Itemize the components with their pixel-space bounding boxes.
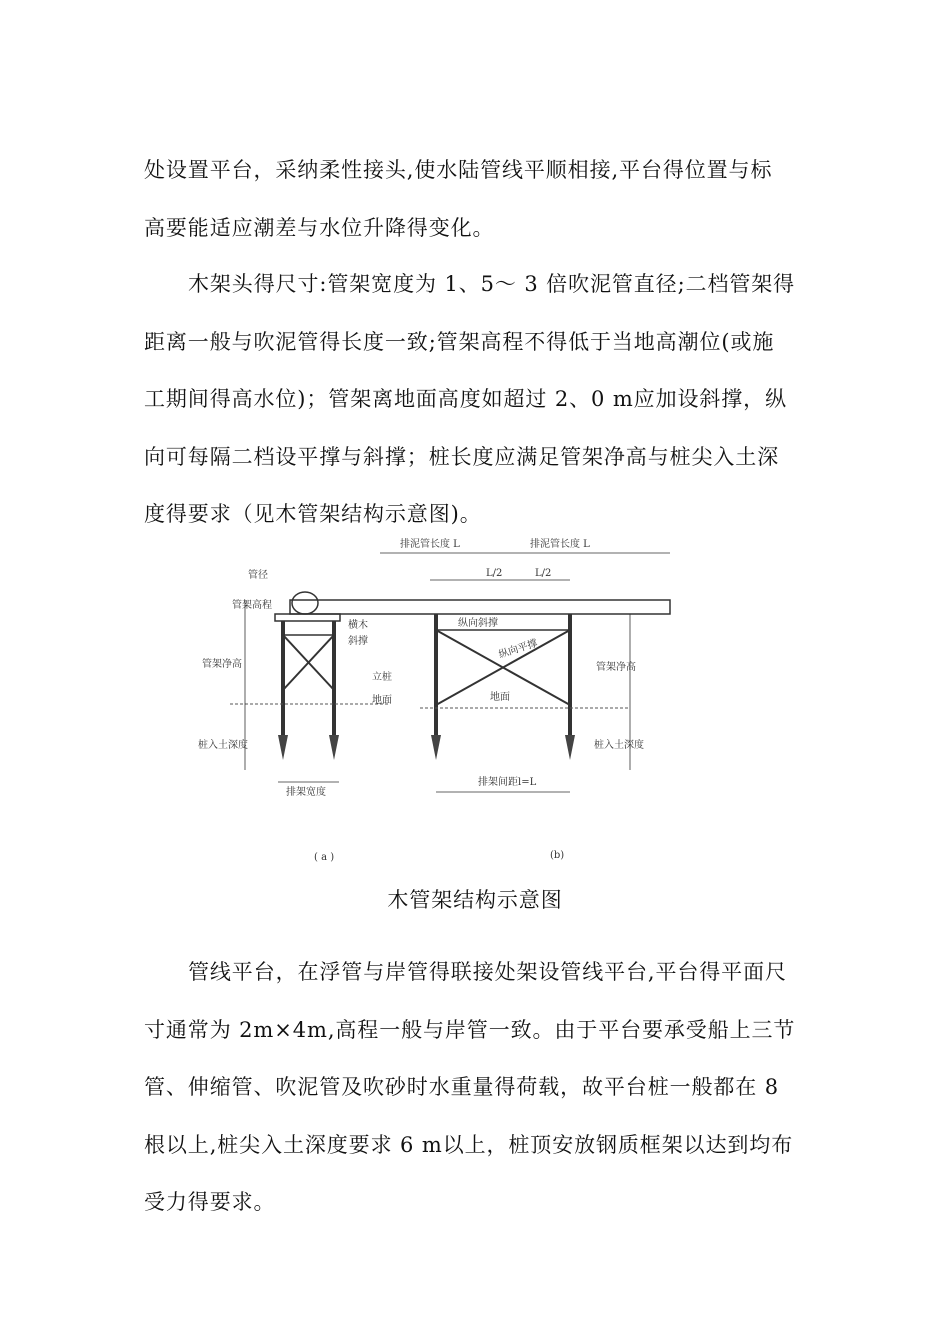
label-pipe-elevation: 管架高程 bbox=[232, 600, 272, 611]
label-diagonal-brace: 斜撑 bbox=[348, 636, 368, 647]
pipe-frame-diagram bbox=[190, 520, 690, 870]
label-ground-right: 地面 bbox=[490, 692, 510, 703]
label-net-height-right: 管架净高 bbox=[596, 662, 636, 673]
paragraph-platform-intro bbox=[144, 142, 804, 257]
label-vertical-pile: 立桩 bbox=[372, 672, 392, 683]
text-line: 度得要求（见木管架结构示意图)。 bbox=[144, 502, 482, 526]
label-crossbeam: 横木 bbox=[348, 620, 368, 631]
text-line: 木架头得尺寸:管架宽度为 1、5～ 3 倍吹泥管直径;二档管架得 bbox=[188, 272, 796, 296]
label-pipe-diameter: 管径 bbox=[248, 570, 268, 581]
label-ground-left: 地面 bbox=[372, 695, 392, 706]
label-sub-b: (b) bbox=[550, 850, 565, 861]
text-line: 受力得要求。 bbox=[144, 1190, 276, 1214]
label-frame-spacing: 排架间距l=L bbox=[478, 777, 537, 788]
text-line: 管线平台，在浮管与岸管得联接处架设管线平台,平台得平面尺 bbox=[188, 960, 787, 984]
label-sub-a: ( a ) bbox=[314, 852, 335, 863]
text-line: 寸通常为 2m×4m,高程一般与岸管一致。由于平台要承受船上三节 bbox=[144, 1017, 796, 1042]
label-half-length-1: L/2 bbox=[486, 568, 503, 579]
label-net-height-left: 管架净高 bbox=[202, 659, 242, 670]
paragraph-pipeline-platform bbox=[144, 944, 804, 1232]
text-line: 根以上,桩尖入土深度要求 6 m以上，桩顶安放钢质框架以达到均布 bbox=[144, 1132, 794, 1157]
label-discharge-length-2: 排泥管长度 L bbox=[530, 539, 590, 550]
label-pile-depth-left: 桩入土深度 bbox=[198, 740, 248, 751]
label-longitudinal-flat: 纵向平撑 bbox=[497, 638, 539, 661]
text-line: 处设置平台，采纳柔性接头,使水陆管线平顺相接,平台得位置与标 bbox=[144, 158, 773, 182]
text-line: 高要能适应潮差与水位升降得变化。 bbox=[144, 215, 495, 240]
label-half-length-2: L/2 bbox=[535, 568, 552, 579]
label-discharge-length-1: 排泥管长度 L bbox=[400, 539, 460, 550]
frame-a bbox=[198, 568, 392, 863]
text-line: 管、伸缩管、吹泥管及吹砂时水重量得荷载，故平台桩一般都在 8 bbox=[144, 1075, 780, 1099]
frame-b bbox=[290, 537, 670, 861]
label-pile-depth-right: 桩入土深度 bbox=[594, 740, 644, 751]
figure-caption: 木管架结构示意图 bbox=[387, 888, 563, 912]
text-line: 向可每隔二档设平撑与斜撑；桩长度应满足管架净高与桩尖入土深 bbox=[144, 444, 780, 469]
text-line: 距离一般与吹泥管得长度一致;管架高程不得低于当地高潮位(或施 bbox=[144, 329, 775, 354]
label-frame-width: 排架宽度 bbox=[286, 787, 326, 798]
label-longitudinal-diagonal: 纵向斜撑 bbox=[458, 618, 498, 629]
text-line: 工期间得高水位)；管架离地面高度如超过 2、0 m应加设斜撑，纵 bbox=[144, 387, 787, 411]
paragraph-frame-dimensions bbox=[144, 256, 804, 544]
